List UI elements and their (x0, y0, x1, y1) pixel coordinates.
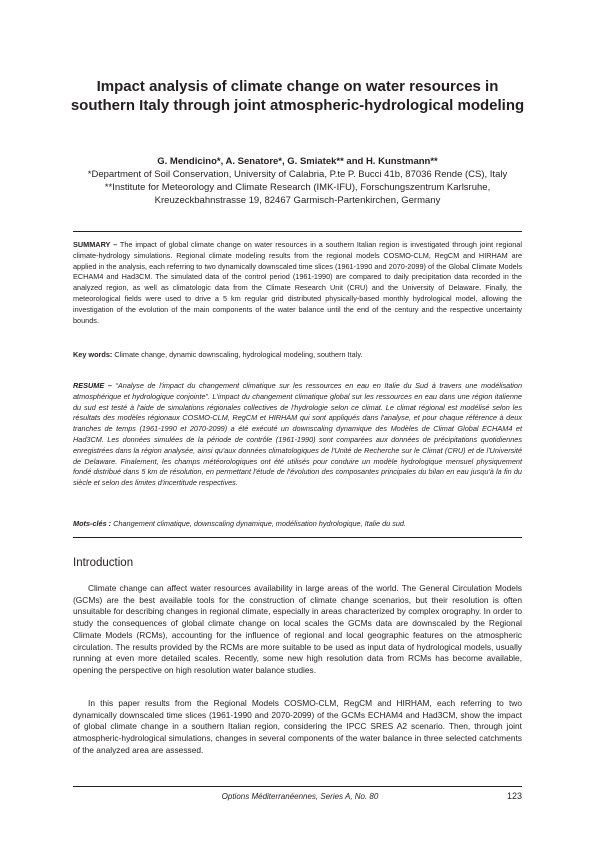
abstract-top-rule (73, 231, 522, 232)
introduction-paragraph-1: Climate change can affect water resources availability in large areas of the world. The General Circulation Models (GCMs) are the best available tools for the construction of climate change scenarios, but their resolution is often unsuitable for describing changes in regional climate, especially in areas characterized by complex orography. In order to study the consequences of global climate change on local scales the GCMs data are downscaled by the Regional Climate Models (RCMs), accounting for the influence of regional and local geographic features on the atmospheric circulation. The results provided by the RCMs are more suitable to be used as input data of hydrological models, usually running at even more detailed scales. Recently, some new high resolution data from RCMs has become available, opening the perspective on high resolution water balance studies. (73, 583, 522, 675)
keywords-label: Key words: (73, 350, 113, 359)
summary-label: SUMMARY – (73, 240, 118, 249)
motscles-label: Mots-clés : (73, 519, 112, 528)
author-list: G. Mendicino*, A. Senatore*, G. Smiatek** and H. Kunstmann** (157, 156, 438, 167)
introduction-paragraph-2: In this paper results from the Regional Models COSMO-CLM, RegCM and HIRHAM, each referring to two dynamically downscaled time slices (1961-1990 and 2070-2099) of the GCMs ECHAM4 and Had3CM, show the impact of global climate change in a southern Italian region, considering the IPCC SRES A2 scenario. Then, through joint atmospheric-hydrological simulations, changes in several components of the water balance in three selected catchments of the analyzed area are assessed. (73, 698, 522, 755)
footer-journal: Options Méditerranéennes, Series A, No. 80 (221, 792, 379, 801)
affiliation-1: *Department of Soil Conservation, University of Calabria, P.te P. Bucci 41b, 87036 Rende (CS), Italy (87, 169, 508, 180)
summary-text: The impact of global climate change on water resources in a southern Italian region is investigated through joint regional climate-hydrology simulations. Regional climate modeling results from the regional models COSMO-CLM, RegCM and HIRHAM are applied in the analysis, each referring to two dynamically downscaled time slices (1961-1990 and 2070-2099) of the Global Climate Models ECHAM4 and Had3CM. The simulated data of the control period (1961-1990) are compared to daily precipitation data recorded in the analyzed region, as well as climatologic data from the Climate Research Unit (CRU) and the University of Delaware. Finally, the meteorological fields were used to drive a 5 km regular grid distributed physically-based monthly hydrological model, allowing the investigation of the evolution of the main components of the water balance until the end of the century and the respective uncertainty bounds. (73, 240, 522, 325)
paper-title: Impact analysis of climate change on water resources in southern Italy through joint atmospheric-hydrological modeling (70, 78, 525, 115)
affiliation-2: **Institute for Meteorology and Climate Research (IMK-IFU), Forschungszentrum Karlsruhe, Kreuzeckbahnstrasse 19, 82467 Garmisch-Partenkirchen, Germany (104, 182, 491, 206)
resume-paragraph (73, 381, 522, 489)
abstract-bottom-rule (73, 537, 522, 538)
introduction-heading: Introduction (73, 557, 134, 569)
summary-paragraph (73, 240, 522, 326)
footer-rule (73, 786, 522, 787)
motscles-text: Changement climatique, downscaling dynamique, modélisation hydrologique, Italie du sud. (111, 519, 407, 528)
page-number: 123 (506, 791, 522, 801)
resume-label: RESUME – (73, 381, 112, 390)
keywords-line (73, 350, 522, 361)
resume-text: “Analyse de l'impact du changement climatique sur les ressources en eau en Italie du Sud à travers une modélisation atmosphérique et hydrologique conjointe”. L'impact du changement climatique global sur les ressources en eau dans une région italienne du sud est testé à l'aide de simulations régionales collectives de l'hydrologie selon ce climat. Le climat régional est modélisé selon les résultats des modèles régionaux COSMO-CLM, RegCM et HIRHAM qui sont appliqués dans l'analyse, et pour chaque référence à deux tranches de temps (1961-1990 et 2070-2099) a été exécuté un downscaling dynamique des Modèles de Climat Global ECHAM4 et Had3CM. Les données simulées de la période de contrôle (1961-1990) sont comparées aux données de précipitations quotidiennes enregistrées dans la région analysée, ainsi qu'aux données climatologiques de l'Unité de Recherche sur le Climat (CRU) et de l'Université de Delaware. Finalement, les champs météorologiques ont été utilisés pour conduire un modèle hydrologique mensuel physiquement fondé distribué dans 5 km de résolution, en permettant l'étude de l'évolution des composantes principales du bilan en eau jusqu'à la fin du siècle et selon des limites d'incertitude respectives. (73, 381, 523, 488)
keywords-text: Climate change, dynamic downscaling, hydrological modeling, southern Italy. (112, 350, 363, 359)
motscles-line (73, 519, 522, 530)
